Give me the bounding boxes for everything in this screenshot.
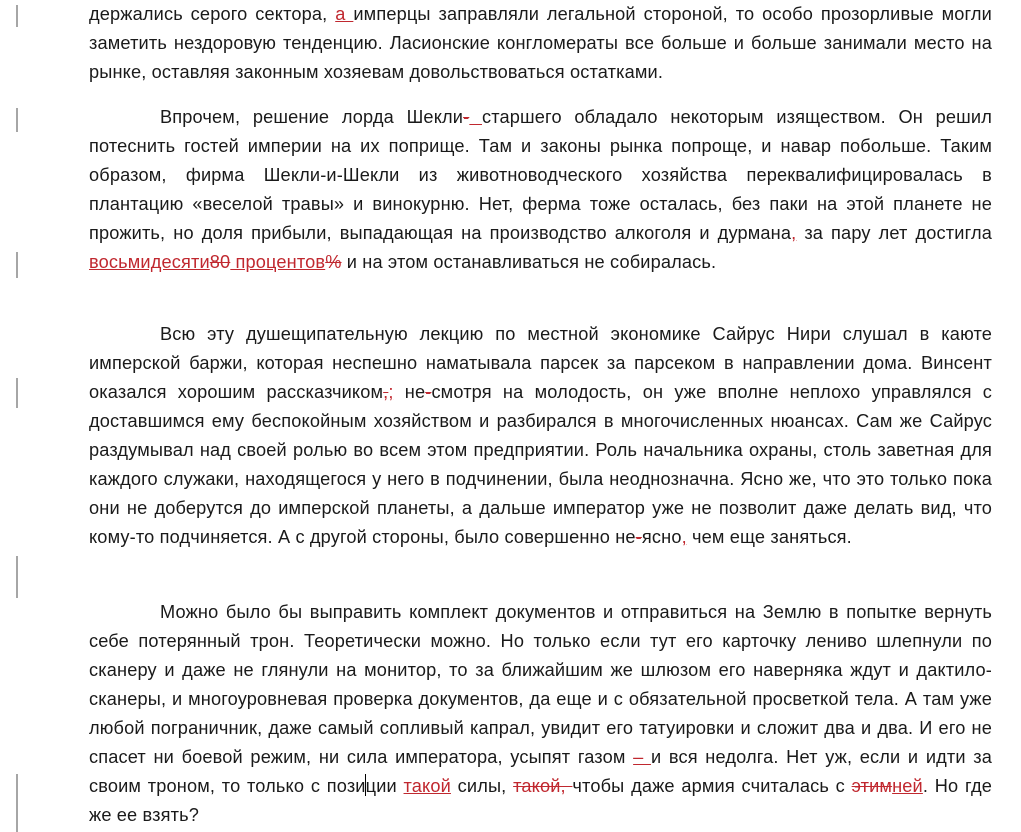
text-run: Всю эту душещипательную лекцию по местной экономике Сайрус Нири слушал в каюте имперской баржи, которая неспешно наматывала парсек за парсеком в направлении дома. Винсент оказался хорошим рассказчиком xyxy=(89,324,992,402)
paragraph[interactable] xyxy=(89,103,992,277)
text-run: смотря на молодость, он уже вполне неплохо управлялся с доставшимся ему беспокойным хозяйством и разбирался в многочисленных нюансах. Сам же Сайрус раздумывал над своей ролью во всем этом предприятии. Роль начальника охраны, столь заветная для каждого служаки, находящегося у него в подчинении, была неоднозначна. Ясно же, что это только пока они не доберутся до имперской планеты, а дальше император уже не позволит даже делать вид, что кому-то подчиняется. А с другой стороны, было совершенно не xyxy=(89,382,993,547)
change-bar xyxy=(16,556,18,598)
text-run: не xyxy=(393,382,426,402)
text-run: за пару лет достигла xyxy=(796,223,992,243)
text-run: и на этом останавливаться не собиралась. xyxy=(341,252,717,272)
text-run: ции xyxy=(365,776,404,796)
tracked-deletion: , xyxy=(383,382,389,402)
tracked-deletion: такой, xyxy=(513,776,573,796)
tracked-insertion: а xyxy=(335,4,354,24)
text-run: чтобы даже армия считалась с xyxy=(572,776,852,796)
text-run: Впрочем, решение лорда Шекли xyxy=(160,107,464,127)
tracked-insertion: – xyxy=(633,747,651,767)
tracked-insertion: ней xyxy=(892,776,923,796)
tracked-deletion: - xyxy=(425,382,432,402)
paragraph[interactable] xyxy=(89,598,992,830)
tracked-insertion: восьмидесяти xyxy=(89,252,210,272)
tracked-insertion: такой xyxy=(403,776,451,796)
text-run: имперцы заправляли легальной стороной, то особо прозорливые могли заметить нездоровую тенденцию. Ласионские конгломераты все больше и больше занимали место на рынке, оставляя законным хозяевам довольствоваться остатками. xyxy=(89,4,992,82)
paragraph[interactable] xyxy=(89,0,992,87)
tracked-deletion: - xyxy=(635,527,642,547)
change-bar xyxy=(16,774,18,832)
tracked-insertion xyxy=(469,107,482,127)
change-bar xyxy=(16,5,18,27)
text-run: . Но где же ее взять? xyxy=(89,776,993,825)
tracked-insertion: , xyxy=(791,223,797,243)
tracked-deletion: этим xyxy=(851,776,893,796)
tracked-insertion: , xyxy=(681,527,687,547)
text-run: и вся недолга. Нет уж, если и идти за своим троном, то только с пози xyxy=(89,747,993,796)
text-run: силы, xyxy=(450,776,514,796)
change-bar xyxy=(16,252,18,278)
change-bar xyxy=(16,108,18,132)
text-run: держались серого сектора, xyxy=(89,4,336,24)
tracked-deletion: % xyxy=(325,252,342,272)
tracked-deletion: - xyxy=(463,107,470,127)
text-run: Можно было бы выправить комплект документов и отправиться на Землю в попытке вернуть себе потерянный трон. Теоретически можно. Но только если тут его карточку лениво шлепнули по сканеру и даже не глянули на монитор, то за ближайшим же шлюзом его наверняка ждут и дактило-сканеры, и многоуровневая проверка документов, да еще и с обязательной просветкой тела. А там уже любой пограничник, даже самый сопливый капрал, увидит его татуировки и сложит два и два. И его не спасет ни боевой режим, ни сила императора, усыпят газом xyxy=(89,602,992,767)
tracked-insertion: процентов xyxy=(230,252,326,272)
tracked-deletion: 80 xyxy=(209,252,231,272)
text-run: старшего обладало некоторым изяществом. Он решил потеснить гостей империи на их поприще. Там и законы рынка попроще, и навар побольше. Таким образом, фирма Шекли-и-Шекли из животноводческого хозяйства переквалифицировалась в плантацию «веселой травы» и винокурню. Нет, ферма тоже осталась, без паки на этой планете не прожить, но доля прибыли, выпадающая на производство алкоголя и дурмана xyxy=(89,107,992,243)
text-run: чем еще заняться. xyxy=(686,527,852,547)
change-bar xyxy=(16,378,18,408)
paragraph[interactable] xyxy=(89,320,992,552)
text-run: ясно xyxy=(641,527,682,547)
tracked-insertion: ; xyxy=(388,382,394,402)
